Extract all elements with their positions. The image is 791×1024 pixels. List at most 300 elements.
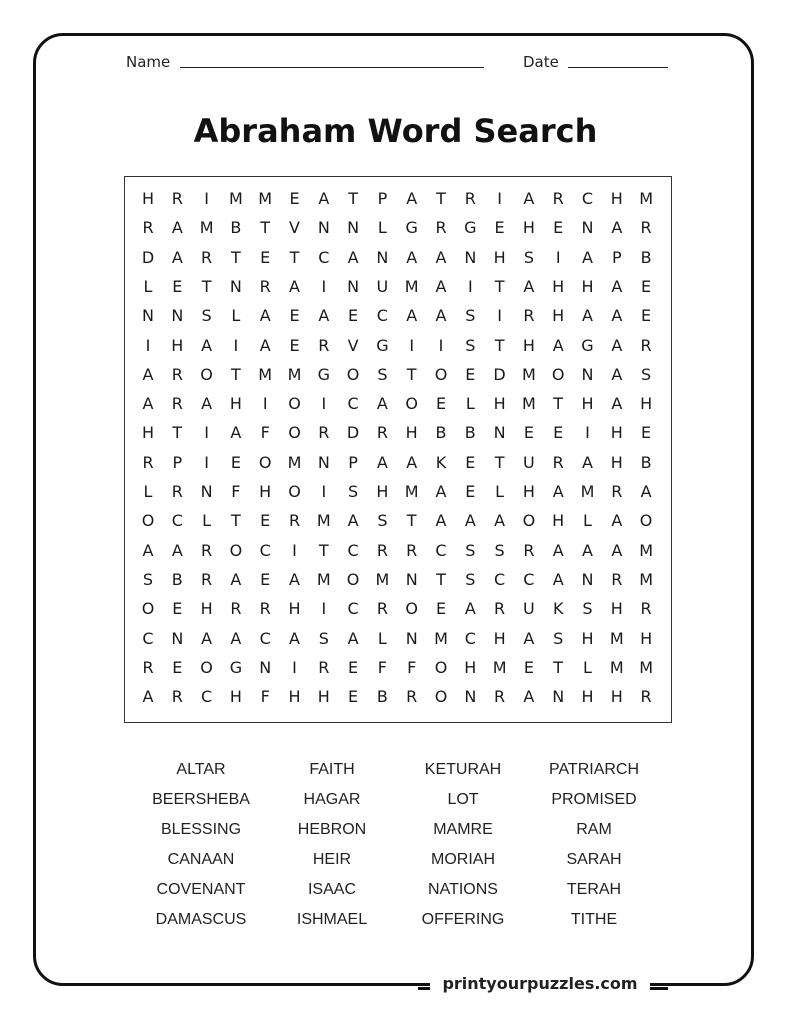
- grid-letter: N: [347, 276, 360, 296]
- grid-letter: M: [258, 364, 273, 384]
- grid-letter: H: [141, 189, 155, 208]
- word-item: NATIONS: [428, 881, 498, 898]
- grid-letter: C: [347, 599, 359, 619]
- grid-letter: A: [171, 218, 183, 238]
- grid-letter: A: [611, 218, 623, 238]
- grid-letter: I: [233, 335, 239, 355]
- grid-letter: N: [171, 628, 184, 648]
- grid-letter: T: [494, 335, 505, 355]
- grid-letter: A: [582, 306, 593, 326]
- grid-letter: H: [610, 687, 623, 707]
- grid-letter: P: [611, 247, 622, 267]
- grid-letter: E: [172, 276, 183, 296]
- grid-letter: A: [259, 335, 271, 355]
- grid-letter: E: [523, 423, 534, 443]
- word-item: CANAAN: [167, 851, 235, 868]
- grid-letter: H: [610, 423, 623, 443]
- grid-letter: R: [230, 599, 242, 619]
- grid-letter: A: [611, 511, 623, 531]
- grid-letter: A: [611, 364, 623, 384]
- grid-letter: R: [640, 599, 652, 619]
- grid-letter: G: [317, 364, 330, 384]
- grid-letter: H: [259, 482, 272, 501]
- grid-letter: S: [318, 628, 329, 648]
- grid-letter: R: [288, 511, 301, 531]
- grid-letter: H: [552, 306, 565, 326]
- grid-letter: C: [581, 189, 594, 208]
- grid-letter: S: [523, 247, 534, 267]
- grid-letter: T: [172, 423, 183, 443]
- grid-letter: A: [318, 189, 330, 208]
- grid-letter: C: [435, 540, 447, 560]
- grid-letter: L: [465, 394, 475, 414]
- grid-letter: R: [376, 599, 388, 619]
- grid-letter: E: [289, 306, 300, 326]
- grid-letter: T: [406, 364, 417, 384]
- grid-letter: A: [406, 189, 418, 208]
- grid-letter: T: [201, 276, 212, 296]
- grid-letter: E: [523, 657, 534, 677]
- grid-letter: A: [318, 306, 330, 326]
- grid-letter: N: [405, 628, 418, 648]
- grid-letter: R: [611, 569, 623, 589]
- grid-letter: N: [464, 247, 477, 267]
- grid-letter: M: [639, 540, 653, 560]
- grid-row: [125, 477, 671, 507]
- grid-letter: O: [434, 364, 448, 384]
- grid-letter: A: [435, 511, 447, 531]
- grid-letter: M: [375, 569, 390, 589]
- grid-letter: N: [347, 218, 360, 238]
- grid-letter: E: [465, 452, 476, 472]
- grid-letter: M: [609, 628, 624, 648]
- grid-letter: R: [406, 687, 418, 707]
- grid-letter: R: [142, 657, 154, 677]
- grid-letter: I: [262, 394, 268, 414]
- word-item: MAMRE: [433, 821, 493, 838]
- letter-grid: [124, 176, 672, 723]
- grid-letter: A: [376, 452, 388, 472]
- grid-letter: E: [641, 306, 652, 326]
- grid-letter: I: [467, 276, 473, 296]
- grid-letter: V: [347, 335, 359, 355]
- grid-letter: O: [288, 423, 301, 443]
- grid-letter: L: [583, 511, 592, 531]
- word-item: BEERSHEBA: [152, 791, 250, 808]
- grid-letter: U: [523, 599, 535, 619]
- grid-letter: M: [609, 657, 624, 677]
- grid-letter: R: [318, 335, 330, 355]
- grid-letter: T: [494, 276, 505, 296]
- grid-letter: R: [171, 482, 183, 501]
- grid-letter: N: [581, 569, 594, 589]
- grid-letter: S: [348, 482, 359, 501]
- grid-letter: T: [318, 540, 329, 560]
- grid-letter: C: [464, 628, 476, 648]
- grid-letter: C: [523, 569, 535, 589]
- word-item: KETURAH: [424, 761, 502, 778]
- grid-letter: M: [258, 189, 273, 208]
- grid-letter: H: [229, 687, 242, 707]
- grid-letter: E: [465, 482, 476, 501]
- word-item: HEIR: [312, 851, 352, 868]
- grid-letter: M: [228, 189, 243, 208]
- grid-letter: O: [434, 657, 448, 677]
- word-column: [131, 757, 271, 937]
- grid-letter: A: [523, 189, 535, 208]
- grid-letter: A: [406, 247, 418, 267]
- grid-letter: R: [201, 569, 213, 589]
- grid-letter: I: [497, 189, 502, 208]
- grid-letter: P: [172, 452, 183, 472]
- grid-letter: G: [405, 218, 418, 238]
- grid-letter: N: [142, 306, 154, 326]
- grid-letter: H: [581, 276, 594, 296]
- grid-letter: R: [171, 394, 183, 414]
- grid-letter: E: [553, 423, 564, 443]
- grid-letter: C: [259, 628, 271, 648]
- grid-letter: A: [171, 540, 183, 560]
- grid-letter: F: [407, 657, 417, 677]
- grid-row: [125, 448, 671, 478]
- grid-letter: R: [435, 218, 447, 238]
- grid-letter: I: [438, 335, 444, 355]
- grid-letter: R: [464, 189, 476, 208]
- grid-letter: R: [406, 540, 418, 560]
- grid-letter: A: [230, 569, 242, 589]
- word-item: RAM: [576, 821, 612, 838]
- grid-row: [125, 536, 671, 566]
- grid-letter: N: [376, 247, 389, 267]
- grid-row: [125, 418, 671, 448]
- grid-letter: A: [552, 335, 564, 355]
- page-title: Abraham Word Search: [193, 112, 598, 150]
- footer-site: printyourpuzzles.com: [430, 974, 650, 993]
- grid-letter: A: [201, 628, 213, 648]
- grid-letter: R: [376, 540, 388, 560]
- grid-letter: A: [376, 394, 388, 414]
- grid-letter: A: [552, 482, 564, 501]
- word-item: FAITH: [309, 761, 355, 778]
- grid-letter: A: [552, 540, 564, 560]
- grid-letter: R: [171, 364, 183, 384]
- grid-letter: H: [640, 628, 653, 648]
- grid-letter: M: [199, 218, 214, 238]
- grid-letter: I: [321, 394, 327, 414]
- grid-letter: T: [348, 189, 358, 208]
- grid-letter: M: [492, 657, 507, 677]
- grid-letter: R: [494, 599, 506, 619]
- grid-letter: I: [292, 540, 297, 560]
- grid-letter: B: [230, 218, 242, 238]
- grid-letter: H: [200, 599, 213, 619]
- grid-letter: B: [640, 247, 652, 267]
- grid-letter: O: [288, 482, 301, 501]
- grid-letter: S: [377, 511, 388, 531]
- grid-letter: L: [495, 482, 505, 501]
- grid-row: [125, 272, 671, 302]
- grid-letter: A: [611, 540, 623, 560]
- grid-letter: H: [493, 628, 506, 648]
- grid-letter: R: [142, 218, 154, 238]
- grid-letter: B: [376, 687, 388, 707]
- grid-letter: O: [200, 657, 213, 677]
- grid-letter: N: [259, 657, 272, 677]
- grid-letter: A: [201, 335, 213, 355]
- grid-letter: N: [493, 423, 506, 443]
- grid-letter: N: [229, 276, 242, 296]
- grid-letter: O: [229, 540, 243, 560]
- word-item: TITHE: [570, 911, 618, 928]
- grid-letter: L: [377, 628, 387, 648]
- grid-letter: N: [317, 452, 330, 472]
- word-item: ISHMAEL: [296, 911, 368, 928]
- grid-letter: A: [494, 511, 506, 531]
- grid-letter: O: [141, 511, 155, 531]
- grid-letter: E: [260, 247, 271, 267]
- grid-letter: B: [435, 423, 447, 443]
- word-column: [262, 757, 402, 937]
- grid-letter: H: [610, 599, 623, 619]
- grid-letter: K: [435, 452, 447, 472]
- grid-row: [125, 624, 671, 654]
- grid-row: [125, 594, 671, 624]
- grid-row: [125, 506, 671, 536]
- grid-letter: R: [523, 540, 535, 560]
- grid-letter: R: [171, 687, 183, 707]
- word-item: MORIAH: [431, 851, 495, 868]
- grid-letter: A: [523, 276, 535, 296]
- grid-row: [125, 213, 671, 243]
- grid-letter: E: [435, 599, 447, 619]
- grid-letter: R: [523, 306, 535, 326]
- word-item: COVENANT: [156, 881, 246, 898]
- word-item: SARAH: [566, 851, 622, 868]
- grid-row: [125, 653, 671, 683]
- grid-letter: A: [464, 599, 476, 619]
- grid-letter: M: [639, 657, 653, 677]
- grid-letter: O: [288, 394, 301, 414]
- grid-letter: A: [347, 628, 359, 648]
- grid-letter: S: [465, 569, 476, 589]
- grid-letter: R: [552, 452, 564, 472]
- grid-letter: A: [347, 511, 359, 531]
- grid-letter: H: [581, 687, 594, 707]
- grid-letter: O: [551, 364, 565, 384]
- grid-letter: E: [260, 511, 271, 531]
- grid-letter: A: [640, 482, 652, 501]
- grid-row: [125, 301, 671, 331]
- word-item: DAMASCUS: [155, 911, 247, 928]
- grid-letter: M: [639, 189, 653, 208]
- grid-letter: R: [171, 189, 183, 208]
- grid-letter: R: [640, 335, 652, 355]
- grid-letter: T: [289, 247, 300, 267]
- grid-letter: H: [610, 452, 623, 472]
- grid-letter: H: [493, 394, 506, 414]
- grid-letter: A: [582, 247, 593, 267]
- grid-letter: S: [553, 628, 564, 648]
- grid-letter: H: [640, 394, 653, 414]
- grid-letter: T: [231, 511, 241, 531]
- grid-letter: A: [142, 394, 154, 414]
- grid-letter: H: [288, 687, 301, 707]
- grid-letter: L: [143, 276, 153, 296]
- grid-letter: I: [321, 276, 327, 296]
- grid-letter: K: [552, 599, 564, 619]
- grid-letter: G: [464, 218, 477, 238]
- grid-letter: H: [552, 276, 565, 296]
- word-item: ALTAR: [176, 761, 226, 778]
- grid-letter: E: [465, 364, 476, 384]
- grid-letter: I: [204, 423, 209, 443]
- grid-letter: G: [581, 335, 594, 355]
- date-label: Date: [523, 53, 559, 71]
- grid-letter: M: [287, 452, 302, 472]
- footer-line-right: [650, 987, 668, 990]
- grid-letter: E: [172, 599, 183, 619]
- grid-letter: G: [376, 335, 389, 355]
- grid-letter: E: [348, 657, 359, 677]
- grid-letter: C: [142, 628, 154, 648]
- grid-letter: L: [202, 511, 212, 531]
- grid-letter: A: [230, 628, 242, 648]
- grid-letter: I: [321, 482, 327, 501]
- grid-letter: M: [404, 482, 419, 501]
- grid-letter: O: [639, 511, 653, 531]
- word-item: ISAAC: [307, 881, 356, 898]
- grid-letter: M: [316, 511, 331, 531]
- grid-letter: A: [289, 628, 300, 648]
- grid-letter: H: [522, 482, 535, 501]
- grid-letter: R: [259, 276, 271, 296]
- grid-letter: T: [406, 511, 417, 531]
- grid-letter: A: [435, 306, 447, 326]
- grid-letter: S: [582, 599, 593, 619]
- grid-letter: F: [260, 687, 270, 707]
- grid-letter: M: [316, 569, 331, 589]
- grid-letter: A: [142, 364, 154, 384]
- word-item: LOT: [447, 791, 479, 808]
- grid-letter: C: [494, 569, 506, 589]
- grid-letter: I: [585, 423, 590, 443]
- grid-letter: H: [581, 394, 594, 414]
- grid-row: [125, 184, 671, 214]
- grid-letter: O: [434, 687, 448, 707]
- grid-letter: N: [464, 687, 477, 707]
- grid-letter: E: [289, 189, 300, 208]
- grid-letter: N: [552, 687, 565, 707]
- grid-letter: M: [580, 482, 595, 501]
- grid-letter: H: [171, 335, 184, 355]
- grid-letter: D: [346, 423, 360, 443]
- grid-letter: E: [348, 306, 359, 326]
- grid-letter: N: [581, 364, 594, 384]
- grid-letter: E: [641, 276, 652, 296]
- grid-letter: A: [611, 276, 623, 296]
- grid-letter: A: [435, 276, 447, 296]
- grid-letter: R: [259, 599, 271, 619]
- grid-letter: H: [464, 657, 477, 677]
- grid-letter: T: [494, 452, 505, 472]
- grid-letter: E: [553, 218, 564, 238]
- grid-letter: R: [552, 189, 564, 208]
- grid-letter: T: [436, 569, 446, 589]
- grid-letter: C: [171, 511, 183, 531]
- grid-letter: A: [142, 687, 154, 707]
- grid-letter: S: [494, 540, 505, 560]
- grid-letter: E: [172, 657, 183, 677]
- grid-letter: U: [376, 276, 389, 296]
- grid-letter: T: [553, 394, 564, 414]
- grid-letter: A: [406, 452, 418, 472]
- grid-letter: H: [610, 189, 623, 208]
- word-column: [524, 757, 664, 937]
- grid-row: [125, 682, 671, 712]
- grid-letter: R: [318, 657, 330, 677]
- grid-letter: C: [347, 540, 359, 560]
- grid-letter: R: [494, 687, 506, 707]
- grid-letter: H: [229, 394, 242, 414]
- grid-letter: A: [289, 276, 300, 296]
- grid-letter: H: [552, 511, 565, 531]
- grid-letter: L: [143, 482, 153, 501]
- grid-letter: D: [141, 247, 155, 267]
- grid-letter: O: [522, 511, 536, 531]
- grid-letter: O: [405, 599, 418, 619]
- grid-letter: O: [405, 394, 418, 414]
- grid-letter: I: [497, 306, 502, 326]
- grid-letter: O: [346, 569, 360, 589]
- grid-letter: B: [640, 452, 652, 472]
- grid-letter: N: [581, 218, 594, 238]
- grid-letter: C: [259, 540, 271, 560]
- grid-letter: A: [611, 335, 623, 355]
- footer-line-left: [418, 987, 430, 990]
- grid-letter: O: [346, 364, 360, 384]
- word-item: OFFERING: [421, 911, 505, 928]
- grid-letter: S: [465, 335, 476, 355]
- grid-letter: I: [292, 657, 297, 677]
- grid-row: [125, 565, 671, 595]
- grid-letter: H: [522, 335, 535, 355]
- grid-row: [125, 331, 671, 361]
- grid-letter: I: [409, 335, 415, 355]
- grid-letter: T: [231, 364, 241, 384]
- grid-letter: F: [377, 657, 387, 677]
- word-item: HAGAR: [303, 791, 361, 808]
- grid-letter: H: [405, 423, 418, 443]
- grid-letter: A: [523, 687, 535, 707]
- grid-letter: R: [201, 247, 213, 267]
- grid-letter: R: [640, 687, 652, 707]
- grid-letter: E: [230, 452, 241, 472]
- grid-letter: S: [641, 364, 652, 384]
- grid-letter: H: [493, 247, 506, 267]
- word-column: [393, 757, 533, 937]
- grid-letter: L: [583, 657, 592, 677]
- grid-letter: A: [142, 540, 154, 560]
- grid-letter: M: [404, 276, 419, 296]
- grid-letter: N: [171, 306, 184, 326]
- word-item: HEBRON: [297, 821, 367, 838]
- grid-row: [125, 243, 671, 273]
- grid-letter: D: [493, 364, 506, 384]
- grid-letter: T: [260, 218, 271, 238]
- grid-letter: A: [582, 452, 593, 472]
- grid-letter: N: [317, 218, 330, 238]
- grid-letter: U: [523, 452, 535, 472]
